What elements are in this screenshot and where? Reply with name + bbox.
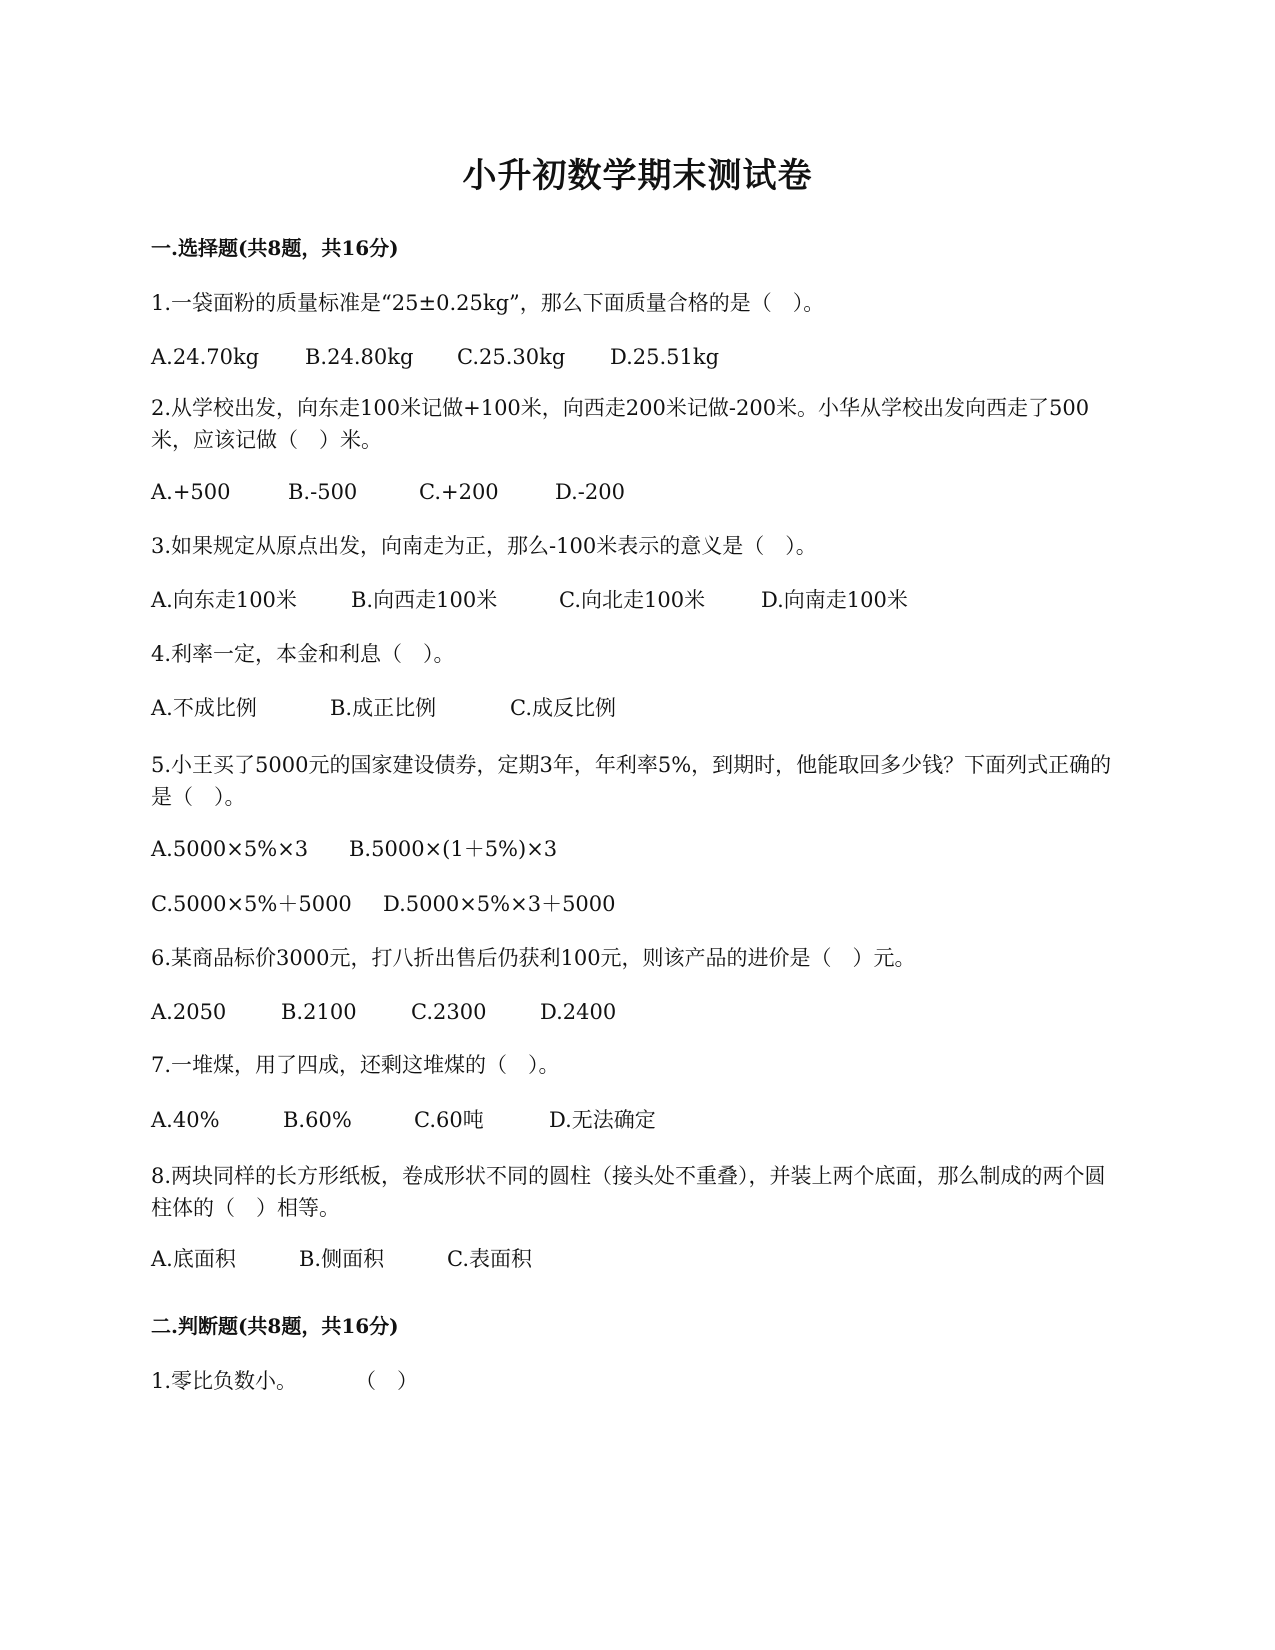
option-c: C.2300 [411,1000,487,1024]
option-d: D.无法确定 [549,1108,656,1132]
question-5-options-row1 [151,833,557,865]
option-b: B.24.80kg [305,345,414,369]
question-5-options-row2 [151,888,616,920]
option-c: C.25.30kg [457,345,566,369]
question-2-options [151,476,625,508]
question-7-text: 7.一堆煤，用了四成，还剩这堆煤的（ ）。 [151,1053,560,1077]
question-1-text: 1.一袋面粉的质量标准是“25±0.25kg”，那么下面质量合格的是（ ）。 [151,291,825,315]
page-title: 小升初数学期末测试卷 [462,156,813,196]
option-c: C.5000×5%＋5000 [151,892,352,916]
section-heading-choice: 一.选择题(共8题，共16分) [151,236,399,260]
question-6-text: 6.某商品标价3000元，打八折出售后仍获利100元，则该产品的进价是（ ）元。 [151,946,916,970]
question-3-options [151,584,908,616]
question-6-options [151,996,616,1028]
option-a: A.24.70kg [151,345,260,369]
question-7-options [151,1104,656,1136]
judgment-question-1 [151,1365,418,1397]
question-3-text: 3.如果规定从原点出发，向南走为正，那么-100米表示的意义是（ ）。 [151,534,817,558]
option-b: B.60% [283,1108,352,1132]
option-b: B.侧面积 [299,1247,385,1271]
question-2-text: 2.从学校出发，向东走100米记做+100米，向西走200米记做-200米。小华从学校出发向西走了500米，应该记做（ ）米。 [151,396,1090,452]
option-a: A.2050 [151,1000,227,1024]
question-5-text: 5.小王买了5000元的国家建设债券，定期3年，年利率5%，到期时，他能取回多少钱？下面列式正确的是（ ）。 [151,753,1112,809]
question-8-text: 8.两块同样的长方形纸板，卷成形状不同的圆柱（接头处不重叠），并装上两个底面，那么制成的两个圆柱体的（ ）相等。 [151,1164,1106,1220]
option-c: C.向北走100米 [559,588,706,612]
question-4-options [151,692,616,724]
option-a: A.40% [151,1108,220,1132]
option-d: D.-200 [555,480,625,504]
question-8-options [151,1243,532,1275]
option-a: A.5000×5%×3 [151,837,309,861]
option-d: D.5000×5%×3＋5000 [383,892,616,916]
section-heading-judgment: 二.判断题(共8题，共16分) [151,1314,399,1338]
option-b: B.成正比例 [330,696,437,720]
option-d: D.25.51kg [610,345,720,369]
option-b: B.2100 [281,1000,357,1024]
option-a: A.底面积 [151,1247,236,1271]
judgment-question-1-text: 1.零比负数小。 [151,1369,298,1393]
option-d: D.向南走100米 [761,588,908,612]
option-b: B.向西走100米 [351,588,498,612]
option-d: D.2400 [540,1000,617,1024]
option-a: A.不成比例 [151,696,257,720]
option-c: C.表面积 [447,1247,532,1271]
question-4-text: 4.利率一定，本金和利息（ ）。 [151,642,455,666]
question-1-options [151,341,719,373]
option-b: B.5000×(1＋5%)×3 [349,837,558,861]
option-a: A.+500 [151,480,231,504]
option-a: A.向东走100米 [151,588,297,612]
option-c: C.60吨 [414,1108,484,1132]
answer-blank: （ ） [355,1369,418,1393]
option-b: B.-500 [288,480,358,504]
option-c: C.成反比例 [510,696,616,720]
option-c: C.+200 [419,480,499,504]
